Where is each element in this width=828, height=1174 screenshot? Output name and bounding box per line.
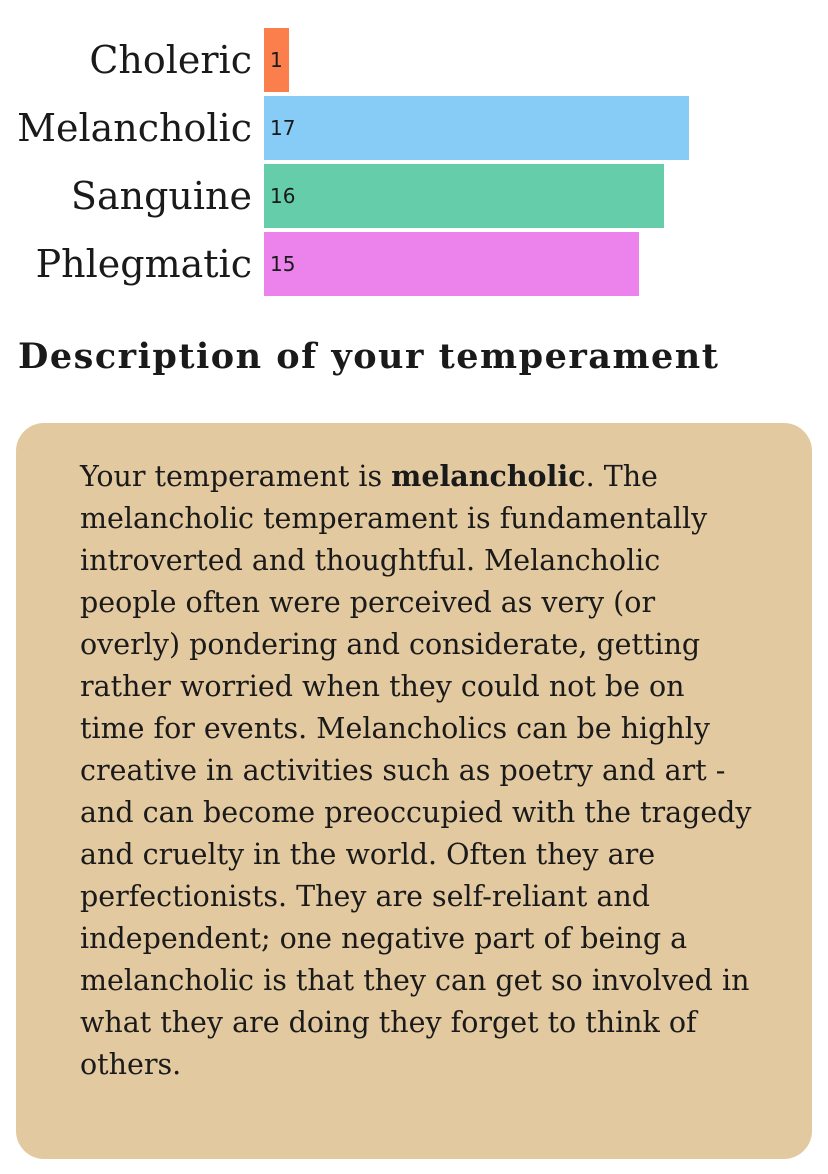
bar-row-choleric	[0, 28, 828, 92]
bar-phlegmatic	[264, 232, 639, 296]
description-body: . The melancholic temperament is fundamentally introverted and thoughtful. Melancholic people often were perceived as very (or overly) pondering and considerate, getting rather worried when they could not be on time for events. Melancholics can be highly creative in activities such as poetry and art - and can become preoccupied with the tragedy and cruelty in the world. Often they are perfectionists. They are self-reliant and independent; one negative part of being a melancholic is that they can get so involved in what they are doing they forget to think of others.	[80, 460, 752, 1081]
bar-value-label: 15	[270, 252, 296, 276]
bar-label: Phlegmatic	[35, 242, 252, 286]
bar-row-sanguine	[0, 164, 828, 228]
bar-label: Sanguine	[70, 174, 252, 218]
bar-value-label: 16	[270, 184, 296, 208]
bar-label: Choleric	[89, 38, 252, 82]
description-text	[80, 455, 752, 1086]
bar-row-phlegmatic	[0, 232, 828, 296]
bar-melancholic	[264, 96, 689, 160]
section-title: Description of your temperament	[18, 336, 720, 377]
bar-sanguine	[264, 164, 664, 228]
description-card	[16, 423, 812, 1159]
temperament-name: melancholic	[391, 459, 586, 493]
description-intro: Your temperament is	[80, 460, 392, 493]
bar-row-melancholic	[0, 96, 828, 160]
bar-value-label: 17	[270, 116, 296, 140]
bar-value-label: 1	[270, 48, 283, 72]
temperament-bar-chart	[0, 28, 828, 300]
bar-label: Melancholic	[17, 106, 252, 150]
